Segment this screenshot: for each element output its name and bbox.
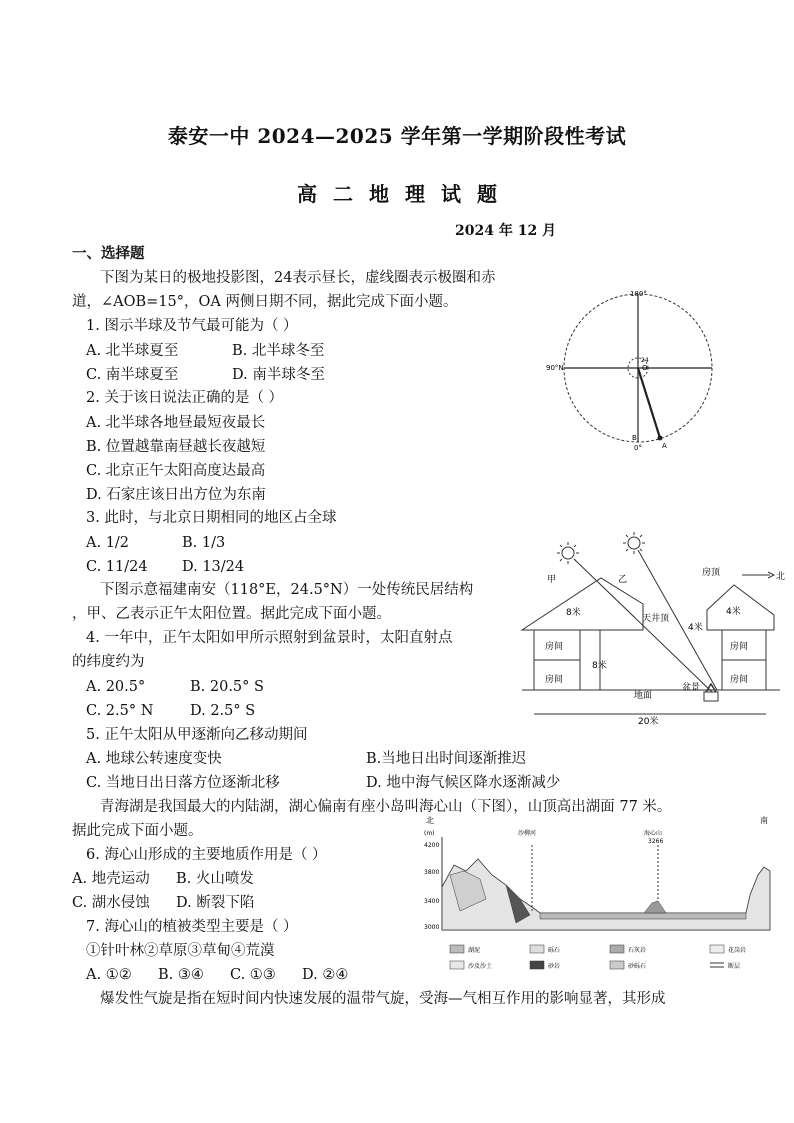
label-8m: 8米	[566, 608, 581, 618]
tick-label: 4200	[424, 842, 440, 849]
question-items: ①针叶林②草原③草甸④荒漠	[86, 943, 275, 959]
question-stem: 7. 海心山的植被类型主要是（ ）	[86, 919, 298, 935]
pot-box	[704, 692, 718, 701]
option: D. 13/24	[182, 559, 245, 575]
legend-item: 断层	[728, 963, 741, 970]
intro-text: ，甲、乙表示正午太阳位置。据此完成下面小题。	[72, 606, 391, 622]
point-a	[658, 436, 663, 441]
label-pot: 盆景	[682, 683, 701, 693]
option: C. 2.5° N	[86, 703, 154, 719]
polar-projection-figure	[546, 290, 724, 460]
legend-item: 沙及沙土	[468, 963, 493, 970]
option: C. 北京正午太阳高度达最高	[86, 463, 266, 479]
exam-date: 2024 年 12 月	[455, 223, 557, 239]
label-b: B	[632, 434, 637, 442]
option: C. 当地日出日落方位逐渐北移	[86, 775, 280, 791]
label-room: 房间	[730, 675, 749, 685]
label-unit: (m)	[424, 830, 435, 837]
option: C. 湖水侵蚀	[72, 895, 150, 911]
legend-item: 湖泥	[468, 947, 481, 954]
tick-label: 3000	[424, 924, 440, 931]
option: A. 1/2	[86, 535, 130, 551]
label-90n: 90°N	[546, 364, 564, 372]
label-yi: 乙	[618, 575, 628, 585]
label-ground: 地面	[634, 691, 653, 701]
option: A. 20.5°	[86, 679, 146, 695]
label-room: 房间	[545, 675, 564, 685]
label-3266: 3266	[648, 838, 664, 845]
option: D. 地中海气候区降水逐渐减少	[366, 775, 561, 791]
question-stem: 2. 关于该日说法正确的是（ ）	[86, 390, 284, 406]
question-stem: 5. 正午太阳从甲逐渐向乙移动期间	[86, 727, 308, 743]
qinghai-lake-profile	[420, 815, 776, 979]
legend-item: 砂砾石	[628, 963, 647, 970]
label-north: 北	[776, 572, 786, 582]
option: C. 11/24	[86, 559, 148, 575]
option: B. ③④	[158, 967, 204, 983]
option: A. 北半球各地昼最短夜最长	[86, 415, 266, 431]
label-room: 房间	[730, 642, 749, 652]
intro-text: 据此完成下面小题。	[72, 823, 203, 839]
label-height: 8米	[592, 661, 607, 671]
option: B. 20.5° S	[190, 679, 264, 695]
oa-line	[638, 368, 660, 438]
label-north: 北	[426, 816, 434, 825]
house-structure-figure	[512, 532, 790, 728]
intro-text: 道，∠AOB=15°，OA 两侧日期不同，据此完成下面小题。	[72, 294, 458, 310]
label-a: A	[662, 442, 667, 450]
tick-label: 3400	[424, 898, 440, 905]
label-shaliu: 沙柳河	[518, 830, 537, 837]
exam-title: 泰安一中 2024—2025 学年第一学期阶段性考试	[167, 124, 627, 148]
label-haixin: 海心山	[644, 830, 663, 837]
question-stem: 6. 海心山形成的主要地质作用是（ ）	[86, 847, 327, 863]
option: D. 石家庄该日出方位为东南	[86, 487, 266, 503]
label-tianjing: 天井顶	[642, 614, 670, 624]
option: A. 北半球夏至	[86, 343, 179, 359]
intro-text: 下图示意福建南安（118°E，24.5°N）一处传统民居结构	[100, 582, 474, 598]
legend-item: 花岗岩	[728, 947, 747, 954]
terrain-profile	[442, 859, 770, 930]
question-stem: 4. 一年中，正午太阳如甲所示照射到盆景时，太阳直射点	[86, 630, 453, 646]
option: B.当地日出时间逐渐推迟	[366, 751, 527, 767]
label-jia: 甲	[547, 575, 557, 585]
label-o: O	[642, 364, 648, 372]
option: D. ②④	[302, 967, 349, 983]
intro-text: 爆发性气旋是指在短时间内快速发展的温带气旋，受海—气相互作用的影响显著，其形成	[100, 991, 666, 1007]
legend-item: 砂岩	[548, 963, 561, 970]
label-24: 24	[641, 357, 649, 364]
question-stem: 1. 图示半球及节气最可能为（ ）	[86, 318, 298, 334]
legend-item: 砾石	[548, 947, 561, 954]
legend-item: 石灰岩	[628, 947, 647, 954]
option: C. 南半球夏至	[86, 367, 179, 383]
option: D. 断裂下陷	[176, 895, 255, 911]
question-stem: 的纬度约为	[72, 654, 145, 670]
option: B. 位置越靠南昼越长夜越短	[86, 439, 266, 455]
option: A. 地壳运动	[72, 871, 150, 887]
intro-text: 下图为某日的极地投影图，24表示昼长，虚线圈表示极圈和赤	[100, 270, 496, 286]
label-roof: 房顶	[702, 568, 721, 578]
option: B. 1/3	[182, 535, 226, 551]
option: A. 地球公转速度变快	[86, 751, 222, 767]
label-20m: 20米	[638, 717, 659, 727]
question-stem: 3. 此时，与北京日期相同的地区占全球	[86, 510, 337, 526]
label-4m: 4米	[688, 623, 703, 633]
label-180: 180°	[630, 290, 647, 298]
option: D. 2.5° S	[190, 703, 256, 719]
section-heading: 一、选择题	[72, 245, 145, 262]
option: B. 火山喷发	[176, 871, 254, 887]
label-0: 0°	[634, 444, 642, 452]
sun-icon	[623, 532, 645, 554]
left-roof	[522, 578, 643, 630]
intro-text: 青海湖是我国最大的内陆湖，湖心偏南有座小岛叫海心山（下图），山顶高出湖面 77 米。	[100, 799, 672, 815]
option: B. 北半球冬至	[232, 343, 325, 359]
option: A. ①②	[86, 967, 132, 983]
tick-label: 3800	[424, 869, 440, 876]
exam-subtitle: 高二地理试题	[297, 182, 513, 206]
option: D. 南半球冬至	[232, 367, 325, 383]
label-4m: 4米	[726, 607, 741, 617]
label-room: 房间	[545, 642, 564, 652]
label-south: 南	[760, 816, 768, 825]
option: C. ①③	[230, 967, 276, 983]
